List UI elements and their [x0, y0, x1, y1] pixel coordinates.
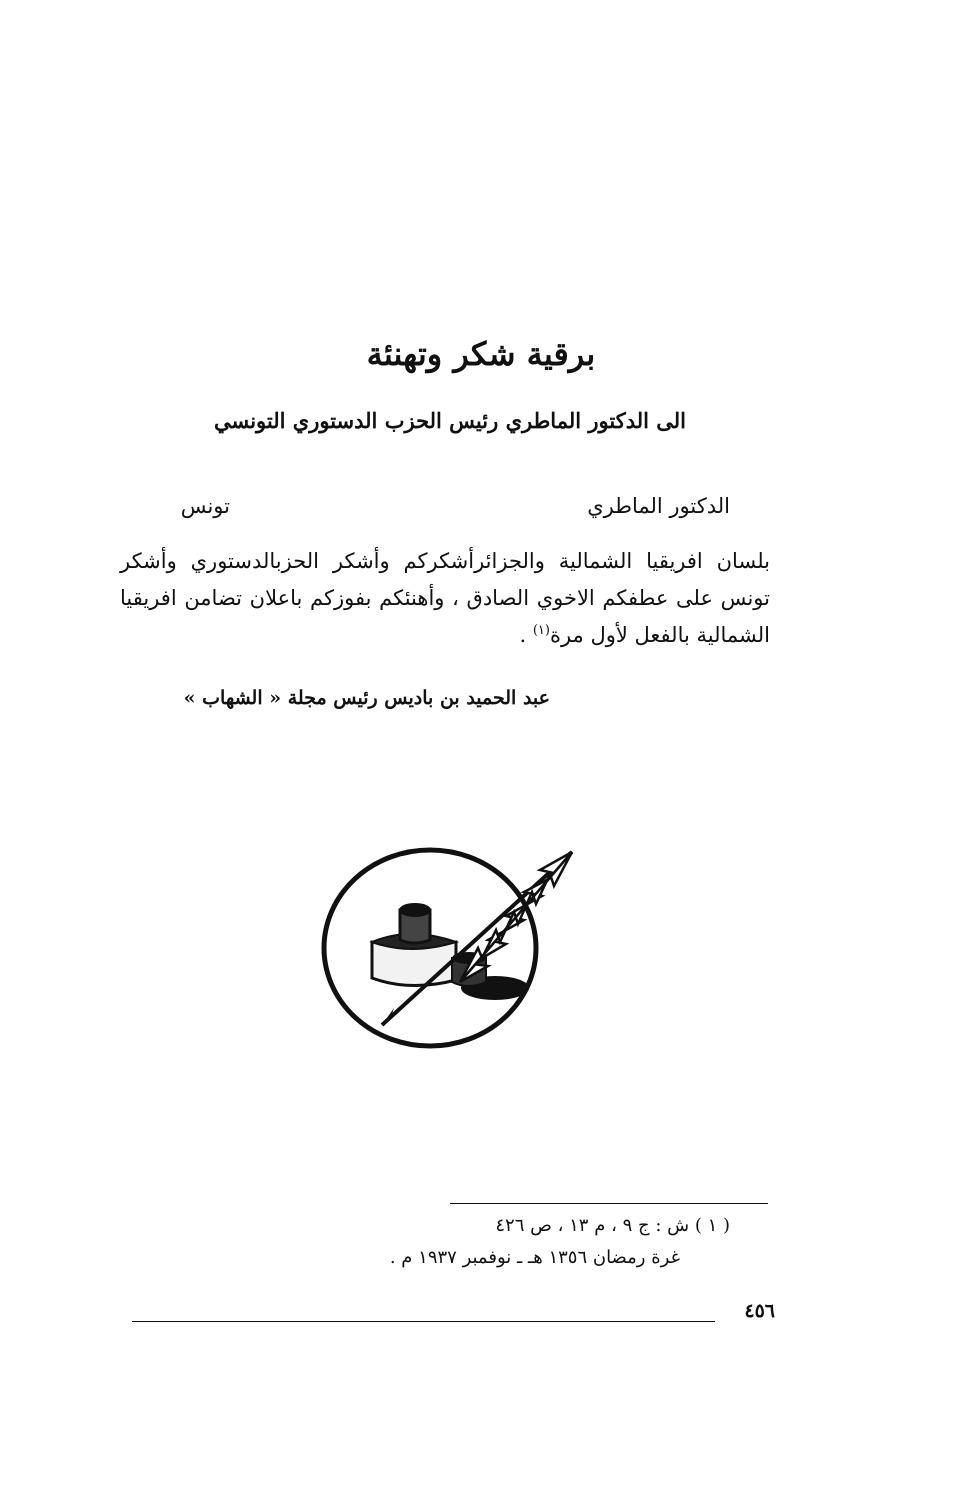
footnote-date: غرة رمضان ١٣٥٦ هـ ـ نوفمبر ١٩٣٧ م .	[389, 1247, 680, 1268]
addressee: الدكتور الماطري	[587, 494, 730, 518]
telegram-body-end: .	[519, 623, 533, 647]
page-title: برقية شكر وتهنئة	[366, 335, 596, 373]
footnote-reference: (١)	[532, 623, 550, 638]
footnote-separator	[450, 1203, 768, 1204]
telegram-body	[120, 543, 770, 654]
page-footer-rule	[132, 1321, 715, 1322]
page-number: ٤٥٦	[744, 1300, 775, 1322]
telegram-body-text: بلسان افريقيا الشمالية والجزائرأشكركم وأشكر الحزبالدستوري وأشكر تونس على عطفكم الاخوي الصادق ، وأهنئكم بفوزكم باعلان تضامن افريقيا الشمالية بالفعل لأول مرة	[120, 549, 770, 647]
footnote-source: ( ١ ) ش : ج ٩ ، م ١٣ ، ص ٤٢٦	[495, 1215, 730, 1236]
signature: عبد الحميد بن باديس رئيس مجلة « الشهاب »	[183, 687, 550, 709]
page-subtitle: الى الدكتور الماطري رئيس الحزب الدستوري التونسي	[213, 408, 687, 433]
place-name: تونس	[180, 494, 230, 518]
inkwell-quill-emblem-icon	[310, 830, 590, 1050]
